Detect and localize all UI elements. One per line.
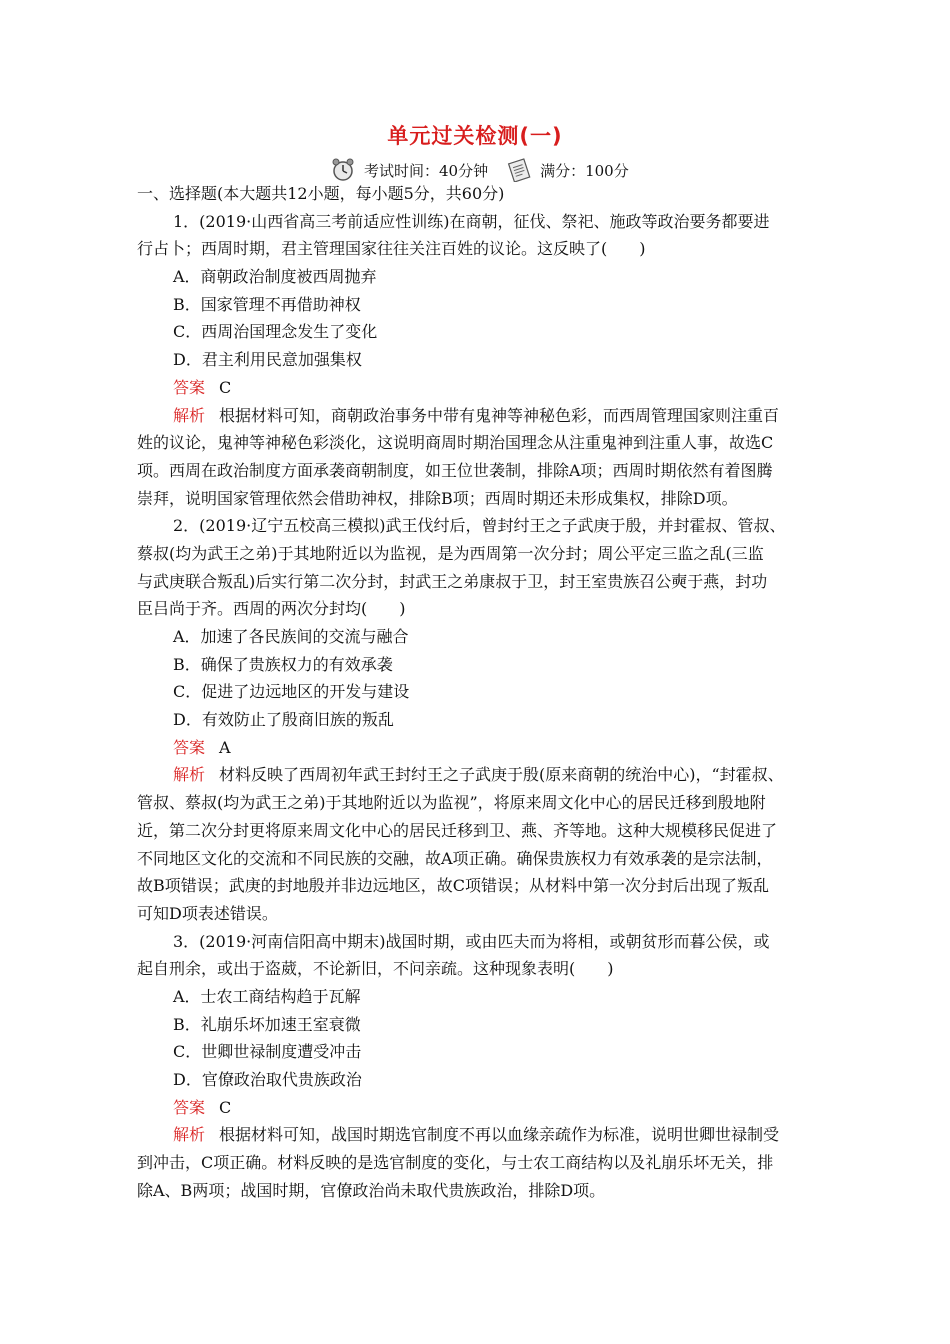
question-2-analysis-line: 管叔、蔡叔(均为武王之弟)于其地附近以为监视”，将原来周文化中心的居民迁移到殷地附 xyxy=(137,793,766,813)
analysis-label: 解析 xyxy=(173,405,206,425)
paper-icon xyxy=(506,158,532,182)
question-1-option: A．商朝政治制度被西周抛弃 xyxy=(173,267,377,287)
question-2-option: A．加速了各民族间的交流与融合 xyxy=(173,627,409,646)
question-1-analysis-line: 崇拜，说明国家管理依然会借助神权，排除B项；西周时期还未形成集权，排除D项。 xyxy=(137,488,738,508)
question-2-stem-line: 2．(2019·辽宁五校高三模拟)武王伐纣后，曾封纣王之子武庚于殷，并封霍叔、管叔、 xyxy=(173,516,786,536)
page-title: 单元过关检测(一) xyxy=(387,124,563,148)
question-3-stem-line: 起自刑余，或出于盗葳，不论新旧，不问亲疏。这种现象表明( ) xyxy=(137,959,614,979)
question-3-option: C．世卿世禄制度遭受冲击 xyxy=(173,1042,362,1062)
question-2-analysis-line: 不同地区文化的交流和不同民族的交融，故A项正确。确保贵族权力有效承袭的是宗法制， xyxy=(137,848,773,868)
question-2-stem-line: 与武庚联合叛乱)后实行第二次分封，封武王之弟康叔于卫，封王室贵族召公奭于燕，封功 xyxy=(137,571,768,591)
question-3-option: B．礼崩乐坏加速王室衰微 xyxy=(173,1014,361,1034)
question-3-analysis-line: 除A、B两项；战国时期，官僚政治尚未取代贵族政治，排除D项。 xyxy=(137,1180,606,1200)
question-2-analysis-line: 近，第二次分封更将原来周文化中心的居民迁移到卫、燕、齐等地。这种大规模移民促进了 xyxy=(137,820,778,840)
question-1-analysis-line: 项。西周在政治制度方面承袭商朝制度，如王位世袭制，排除A项；西周时期依然有着图腾 xyxy=(137,460,773,480)
analysis-text: 根据材料可知，战国时期选官制度不再以血缘亲疏作为标准，说明世卿世禄制受 xyxy=(219,1125,780,1145)
question-2-answer xyxy=(137,734,817,762)
question-2-stem-line: 臣吕尚于齐。西周的两次分封均( ) xyxy=(137,599,406,619)
question-2-option: C．促进了边远地区的开发与建设 xyxy=(173,682,410,702)
question-1-option: B．国家管理不再借助神权 xyxy=(173,294,361,314)
question-3-option: D．官僚政治取代贵族政治 xyxy=(173,1070,362,1089)
exam-score: 满分：100分 xyxy=(540,161,629,180)
question-1-analysis-line: 姓的议论，鬼神等神秘色彩淡化，这说明商周时期治国理念从注重鬼神到注重人事，故选C xyxy=(137,433,774,453)
question-2-analysis-line: 故B项错误；武庚的封地殷并非边远地区，故C项错误；从材料中第一次分封后出现了叛乱 xyxy=(137,876,770,896)
question-1-stem-line: 1．(2019·山西省高三考前适应性训练)在商朝，征伐、祭祀、施政等政治要务都要进 xyxy=(173,211,770,231)
analysis-label: 解析 xyxy=(173,765,206,785)
question-3-analysis-line xyxy=(137,1121,817,1149)
answer-label: 答案 xyxy=(173,1097,206,1117)
question-3-option: A．士农工商结构趋于瓦解 xyxy=(173,986,361,1006)
question-2-analysis-line xyxy=(137,761,817,789)
question-1-option: C．西周治国理念发生了变化 xyxy=(173,322,378,342)
answer-value: C xyxy=(219,377,232,397)
question-content xyxy=(137,180,817,1204)
question-3-answer xyxy=(137,1094,817,1122)
answer-label: 答案 xyxy=(173,737,206,757)
question-1-analysis-line xyxy=(137,402,817,430)
answer-value: A xyxy=(219,737,231,757)
exam-time: 考试时间：40分钟 xyxy=(364,161,489,180)
clock-icon xyxy=(330,158,356,182)
analysis-text: 材料反映了西周初年武王封纣王之子武庚于殷(原来商朝的统治中心)，“封霍叔、 xyxy=(219,765,784,785)
question-2-analysis-line: 可知D项表述错误。 xyxy=(137,903,278,923)
question-2-option: B．确保了贵族权力的有效承袭 xyxy=(173,654,393,674)
analysis-text: 根据材料可知，商朝政治事务中带有鬼神等神秘色彩，而西周管理国家则注重百 xyxy=(219,405,780,425)
question-3-stem-line: 3．(2019·河南信阳高中期末)战国时期，或由匹夫而为将相，或朝贫形而暮公侯，或 xyxy=(173,931,770,951)
section-heading: 一、选择题(本大题共12小题，每小题5分，共60分) xyxy=(137,184,505,203)
question-2-stem-line: 蔡叔(均为武王之弟)于其地附近以为监视，是为西周第一次分封；周公平定三监之乱(三监 xyxy=(137,543,764,563)
question-3-analysis-line: 到冲击，C项正确。材料反映的是选官制度的变化，与士农工商结构以及礼崩乐坏无关，排 xyxy=(137,1153,774,1173)
question-1-answer xyxy=(137,374,817,402)
question-1-stem-line: 行占卜；西周时期，君主管理国家往往关注百姓的议论。这反映了( ) xyxy=(137,239,646,259)
question-1-option: D．君主利用民意加强集权 xyxy=(173,350,362,370)
answer-value: C xyxy=(219,1097,232,1117)
analysis-label: 解析 xyxy=(173,1125,206,1145)
answer-label: 答案 xyxy=(173,377,206,397)
question-2-option: D．有效防止了殷商旧族的叛乱 xyxy=(173,710,394,730)
